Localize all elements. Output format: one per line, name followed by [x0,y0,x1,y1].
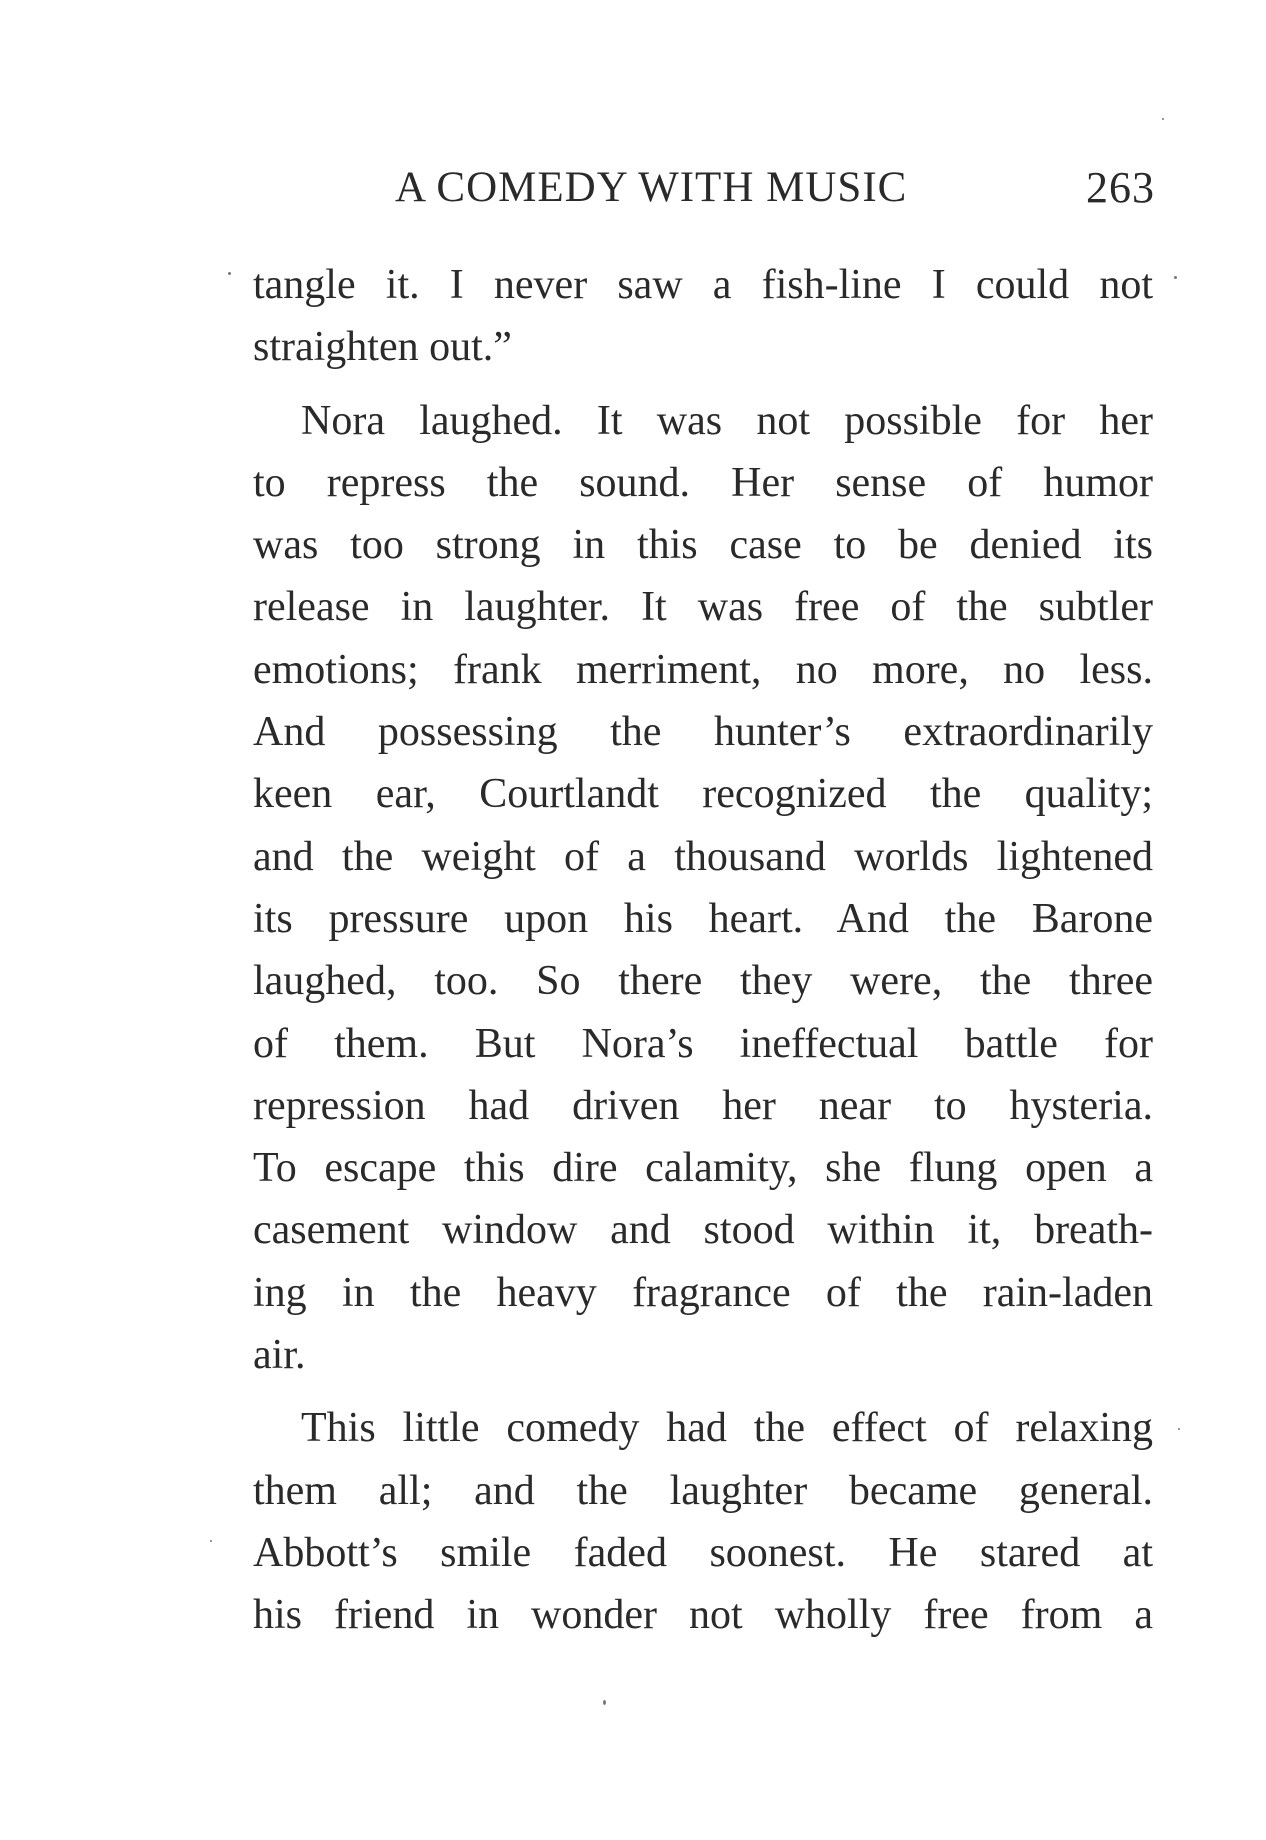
page-number: 263 [1086,163,1155,212]
text-line: its pressure upon his heart. And the Barone [253,895,1153,942]
text-line: ing in the heavy fragrance of the rain-laden [253,1269,1153,1316]
text-line: tangle it. I never saw a fish-line I could not [253,262,1153,308]
running-head [395,163,1155,213]
text-line: air. [253,1332,306,1379]
text-line: to repress the sound. Her sense of humor [253,459,1153,506]
body-text [253,254,1153,1647]
text-line: was too strong in this case to be denied its [253,522,1153,569]
text-line: emotions; frank merriment, no more, no less. [253,646,1153,693]
text-line: repression had driven her near to hysteria. [253,1082,1153,1129]
text-line: them all; and the laughter became general. [253,1467,1153,1514]
text-line: To escape this dire calamity, she flung open a [253,1145,1153,1192]
text-line: release in laughter. It was free of the subtler [253,584,1153,631]
text-line: casement window and stood within it, breath- [253,1207,1153,1254]
text-line: and the weight of a thousand worlds lightened [253,833,1153,880]
text-line: his friend in wonder not wholly free from a [253,1592,1153,1639]
text-line: keen ear, Courtlandt recognized the quality; [253,771,1153,818]
text-line: And possessing the hunter’s extraordinarily [253,709,1153,756]
text-line: laughed, too. So there they were, the three [253,958,1153,1005]
text-line: Abbott’s smile faded soonest. He stared at [253,1529,1153,1576]
running-title: A COMEDY WITH MUSIC [395,164,908,211]
text-line: straighten out.” [253,324,512,371]
text-line: of them. But Nora’s ineffectual battle for [253,1020,1153,1067]
text-line: Nora laughed. It was not possible for her [301,397,1153,444]
text-line: This little comedy had the effect of relaxing [301,1405,1153,1452]
